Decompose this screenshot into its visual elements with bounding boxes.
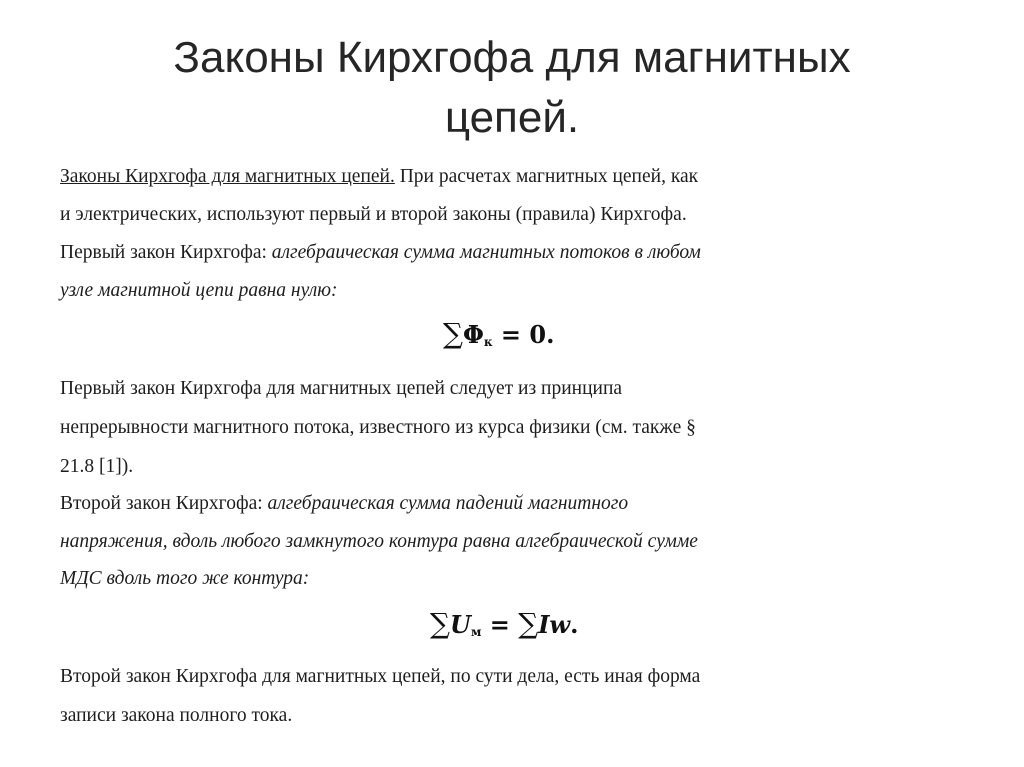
paragraph-intro-line-2: и электрических, используют первый и второй законы (правила) Кирхгофа.	[60, 204, 687, 225]
page-title-line-2: цепей.	[444, 93, 580, 142]
second-law-line-3: МДС вдоль того же контура:	[60, 568, 310, 589]
first-law-explain-line-2: непрерывности магнитного потока, известного из курса физики (см. также §	[60, 417, 696, 438]
second-law-line-1	[60, 491, 628, 517]
conclusion-line-1: Второй закон Кирхгофа для магнитных цепей, по сути дела, есть иная форма	[60, 666, 701, 687]
voltage-subscript: м	[470, 625, 482, 639]
first-law-lead: Первый закон Кирхгофа:	[60, 242, 272, 263]
sum-symbol-left: ∑	[430, 607, 450, 640]
voltage-symbol: U	[450, 610, 471, 639]
intro-text: При расчетах магнитных цепей, как	[394, 166, 699, 187]
first-law-explain-line-3: 21.8 [1]).	[60, 456, 134, 477]
flux-subscript: к	[483, 335, 493, 349]
first-law-explain-line-1: Первый закон Кирхгофа для магнитных цепей следует из принципа	[60, 378, 623, 399]
formula-end: .	[570, 610, 579, 639]
section-heading: Законы Кирхгофа для магнитных цепей.	[60, 166, 395, 187]
sum-symbol: ∑	[443, 317, 463, 350]
formula-second-law	[430, 608, 578, 648]
formula-first-law	[443, 318, 554, 358]
page-title	[0, 28, 1024, 148]
first-law-line-1	[60, 240, 701, 266]
equals-sign: =	[481, 610, 519, 639]
first-law-line-2: узле магнитной цепи равна нулю:	[60, 280, 338, 301]
second-law-line-2: напряжения, вдоль любого замкнутого контура равна алгебраической сумме	[60, 531, 698, 552]
second-law-lead: Второй закон Кирхгофа:	[60, 493, 268, 514]
first-law-statement: алгебраическая сумма магнитных потоков в любом	[271, 242, 701, 263]
mmf-symbol: Iw	[538, 610, 571, 639]
page-title-line-1: Законы Кирхгофа для магнитных	[173, 33, 851, 82]
formula-rhs: = 0.	[492, 320, 555, 349]
conclusion-line-2: записи закона полного тока.	[60, 705, 293, 726]
sum-symbol-right: ∑	[518, 607, 539, 640]
flux-symbol: Φ	[463, 320, 484, 349]
second-law-statement: алгебраическая сумма падений магнитного	[267, 493, 629, 514]
paragraph-intro-line-1	[60, 164, 698, 190]
